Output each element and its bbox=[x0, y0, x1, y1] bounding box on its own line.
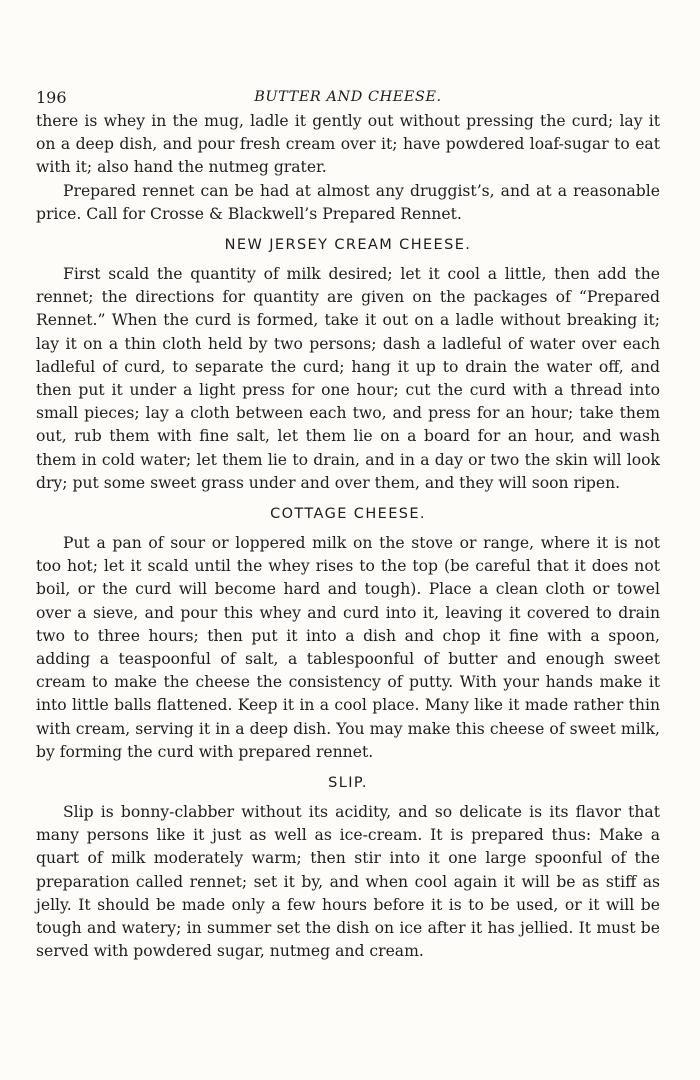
section-heading: NEW JERSEY CREAM CHEESE. bbox=[224, 237, 472, 254]
section-heading: SLIP. bbox=[328, 775, 368, 792]
continued-paragraph: there is whey in the mug, ladle it gently out without pressing the curd; lay it on a deep dish, and pour fresh cream over it; have powdered loaf-sugar to eat with it; also hand the nutmeg grater. bbox=[36, 112, 660, 177]
section-cottage-cheese bbox=[36, 504, 660, 764]
section-body: Put a pan of sour or loppered milk on the stove or range, where it is not too hot; let it scald until the whey rises to the top (be careful that it does not boil, or the curd will become hard and tough). Place a clean cloth or towel over a sieve, and pour this whey and curd into it, leaving it covered to drain two to three hours; then put it into a dish and chop it fine with a spoon, adding a teaspoonful of salt, a tablespoonful of butter and enough sweet cream to make the cheese the consistency of putty. With your hands make it into little balls flattened. Keep it in a cool place. Many like it made rather thin with cream, serving it in a deep dish. You may make this cheese of sweet milk, by forming the curd with prepared rennet. bbox=[36, 534, 660, 761]
book-page bbox=[36, 86, 660, 964]
section-body: Slip is bonny-clabber without its acidity, and so delicate is its flavor that many persons like it just as well as ice-cream. It is prepared thus: Make a quart of milk moderately warm; then stir into it one large spoonful of the preparation called rennet; set it by, and when cool again it will be as stiff as jelly. It should be made only a few hours before it is to be used, or it will be tough and watery; in summer set the dish on ice after it has jellied. It must be served with powdered sugar, nutmeg and cream. bbox=[36, 803, 660, 961]
section-new-jersey-cream-cheese bbox=[36, 235, 660, 495]
section-heading: COTTAGE CHEESE. bbox=[270, 506, 426, 523]
section-slip bbox=[36, 773, 660, 963]
section-body: First scald the quantity of milk desired; let it cool a little, then add the rennet; the directions for quantity are given on the packages of “Prepared Rennet.” When the curd is formed, take it out on a ladle without breaking it; lay it on a thin cloth held by two persons; dash a ladleful of water over each ladleful of curd, to separate the curd; hang it up to drain the water off, and then put it under a light press for one hour; cut the curd with a thread into small pieces; lay a cloth between each two, and press for an hour; take them out, rub them with fine salt, let them lie on a board for an hour, and wash them in cold water; let them lie to drain, and in a day or two the skin will look dry; put some sweet grass under and over them, and they will soon ripen. bbox=[36, 265, 660, 492]
running-head bbox=[36, 86, 660, 110]
running-title: BUTTER AND CHEESE. bbox=[254, 89, 442, 105]
page-number: 196 bbox=[36, 88, 67, 107]
rennet-paragraph: Prepared rennet can be had at almost any druggist’s, and at a reasonable price. Call for Crosse & Blackwell’s Prepared Rennet. bbox=[36, 181, 660, 223]
